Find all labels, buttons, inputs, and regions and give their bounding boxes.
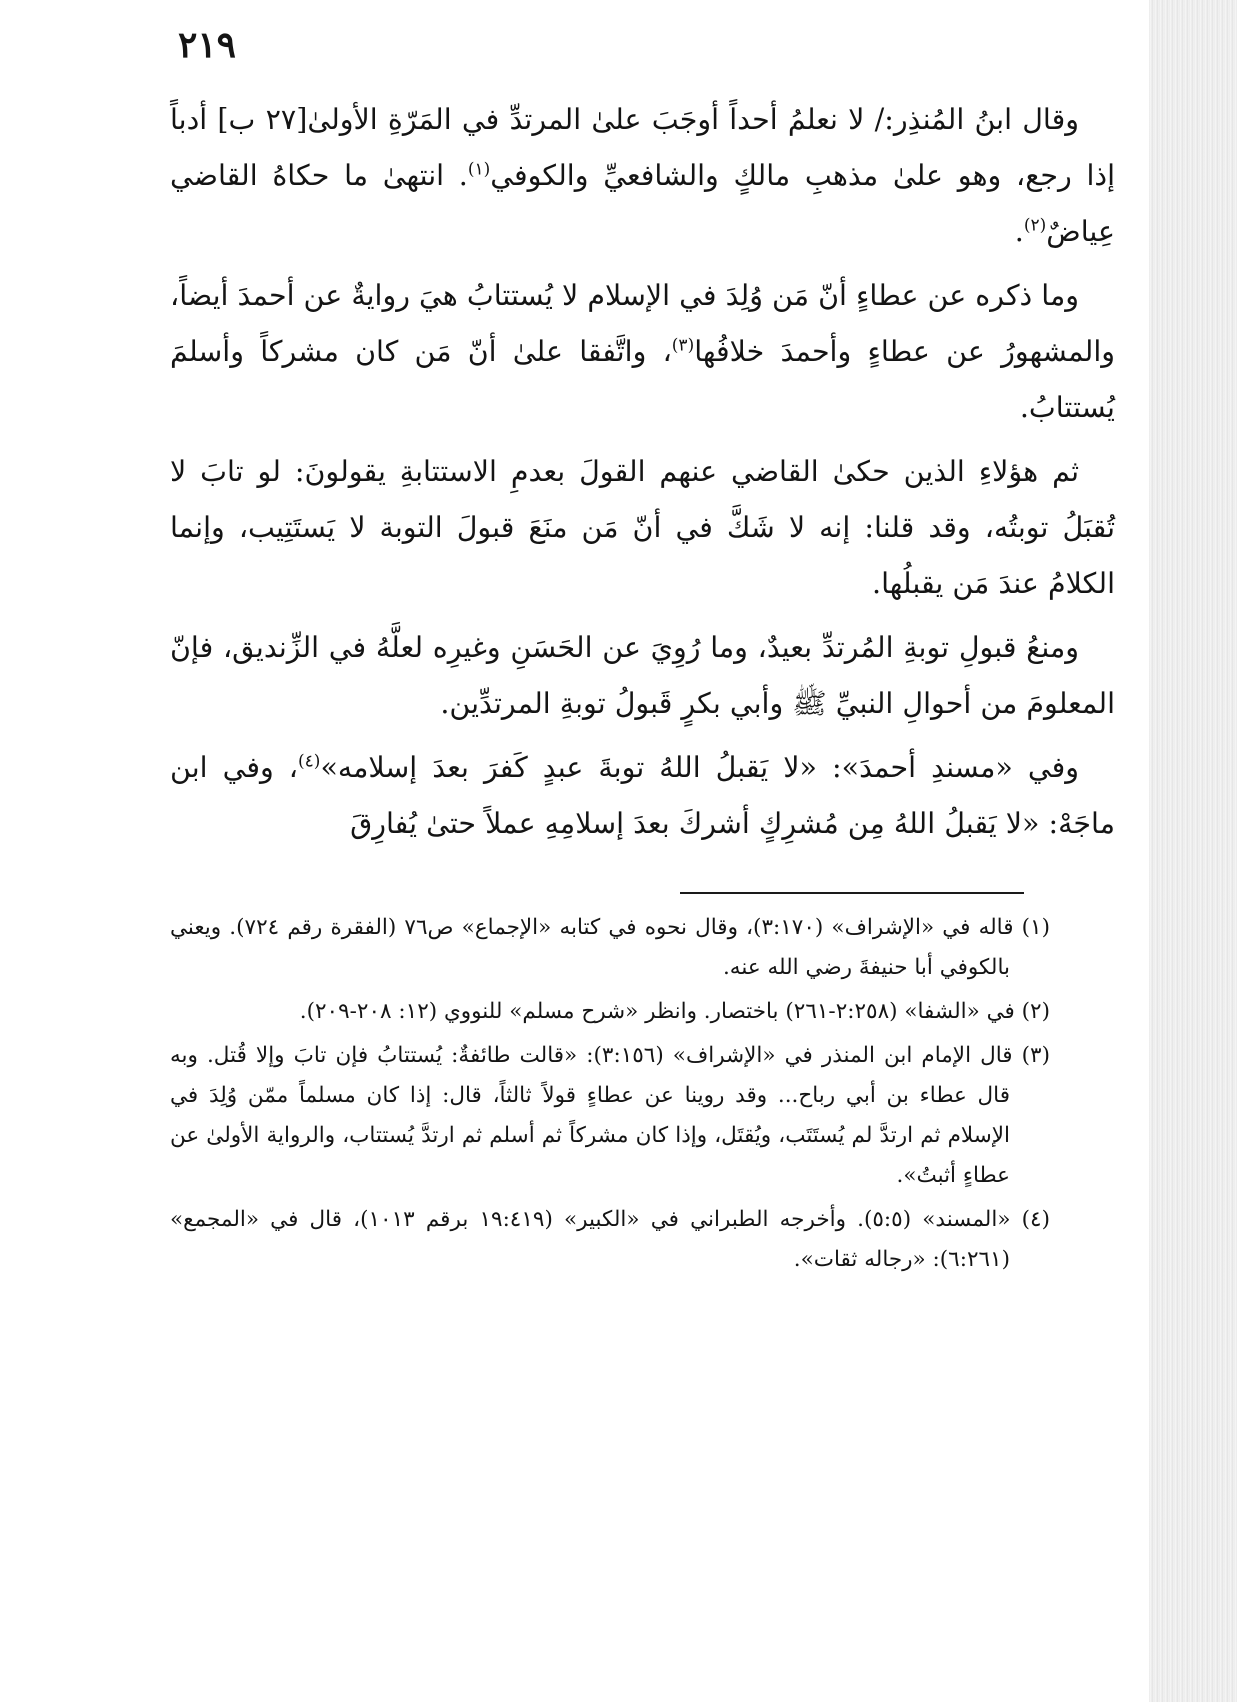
paragraph-5: [170, 740, 1115, 852]
paragraph-text: ، وفي ابن ماجَهْ: «لا يَقبلُ اللهُ مِن مُشرِكٍ أشركَ بعدَ إسلامِهِ عملاً حتىٰ يُفارِقَ: [170, 751, 1115, 840]
footnote-marker-4: (٤): [298, 751, 321, 772]
paragraph-text: وقال ابنُ المُنذِر:/ لا نعلمُ أحداً أوجَبَ علىٰ المرتدِّ في المَرّةِ الأولىٰ[٢٧ ب] أدباً إذا رجع، وهو علىٰ مذهبِ مالكٍ والشافعيِّ والكوفي: [170, 103, 1115, 192]
footnote-marker-1: (١): [467, 159, 491, 180]
footnote-2: (٢) في «الشفا» (٢:٢٥٨-٢٦١) باختصار. وانظر «شرح مسلم» للنووي (١٢: ٢٠٨-٢٠٩).: [299, 999, 1050, 1024]
footnote-4: (٤) «المسند» (٥:٥). وأخرجه الطبراني في «الكبير» (١٩:٤١٩ برقم ١٠١٣)، قال في «المجمع» (٦:٢٦١): «رجاله ثقات».: [170, 1207, 1050, 1272]
scan-edge-strip: [1149, 0, 1237, 1702]
paragraph-text: وفي «مسندِ أحمدَ»: «لا يَقبلُ اللهُ توبةَ عبدٍ كَفرَ بعدَ إسلامه»: [320, 751, 1079, 784]
paragraph-text: وما ذكره عن عطاءٍ أنّ مَن وُلِدَ في الإسلام لا يُستتابُ هيَ روايةٌ عن أحمدَ أيضاً، والمشهورُ عن عطاءٍ وأحمدَ خلافُها: [170, 279, 1115, 368]
footnote-marker-3: (٣): [671, 335, 695, 356]
paragraph-text: ، واتَّفقا علىٰ أنّ مَن كان مشركاً وأسلمَ يُستتابُ.: [170, 335, 1115, 424]
paragraph-1: [170, 92, 1115, 260]
main-text: [170, 92, 1115, 860]
page-number: ٢١٩: [178, 24, 237, 66]
footnote-separator: [680, 892, 1024, 894]
footnote-3: (٣) قال الإمام ابن المنذر في «الإشراف» (٣:١٥٦): «قالت طائفةٌ: يُستتابُ فإن تابَ وإلا قُتل. وبه قال عطاء بن أبي رباح... وقد روينا عن عطاءٍ قولاً ثالثاً، قال: إذا كان مسلماً ممّن وُلِدَ في الإسلام ثم ارتدَّ لم يُستَتَب، ويُقتَل، وإذا كان مشركاً ثم أسلم ثم ارتدَّ يُستتاب، والرواية الأولىٰ عن عطاءٍ أثبتُ».: [170, 1043, 1050, 1188]
footnote-marker-2: (٢): [1023, 215, 1047, 236]
paragraph-4: ومنعُ قبولِ توبةِ المُرتدِّ بعيدٌ، وما رُوِيَ عن الحَسَنِ وغيرِه لعلَّهُ في الزِّنديق، فإنّ المعلومَ من أحوالِ النبيِّ ﷺ وأبي بكرٍ قَبولُ توبةِ المرتدِّين.: [170, 631, 1115, 720]
paragraph-2: [170, 268, 1115, 436]
paragraph-text: .: [1014, 215, 1024, 248]
paragraph-3: ثم هؤلاءِ الذين حكىٰ القاضي عنهم القولَ بعدمِ الاستتابةِ يقولونَ: لو تابَ لا تُقبَلُ توبتُه، وقد قلنا: إنه لا شَكَّ في أنّ مَن منَعَ قبولَ التوبة لا يَستَتِيب، وإنما الكلامُ عندَ مَن يقبلُها.: [170, 455, 1115, 600]
footnote-1: (١) قاله في «الإشراف» (٣:١٧٠)، وقال نحوه في كتابه «الإجماع» ص٧٦ (الفقرة رقم ٧٢٤). ويعني بالكوفي أبا حنيفةَ رضي الله عنه.: [170, 915, 1050, 980]
paragraph-text: . انتهىٰ ما حكاهُ القاضي عِياضٌ: [170, 159, 1115, 248]
footnotes: [170, 908, 1050, 1284]
